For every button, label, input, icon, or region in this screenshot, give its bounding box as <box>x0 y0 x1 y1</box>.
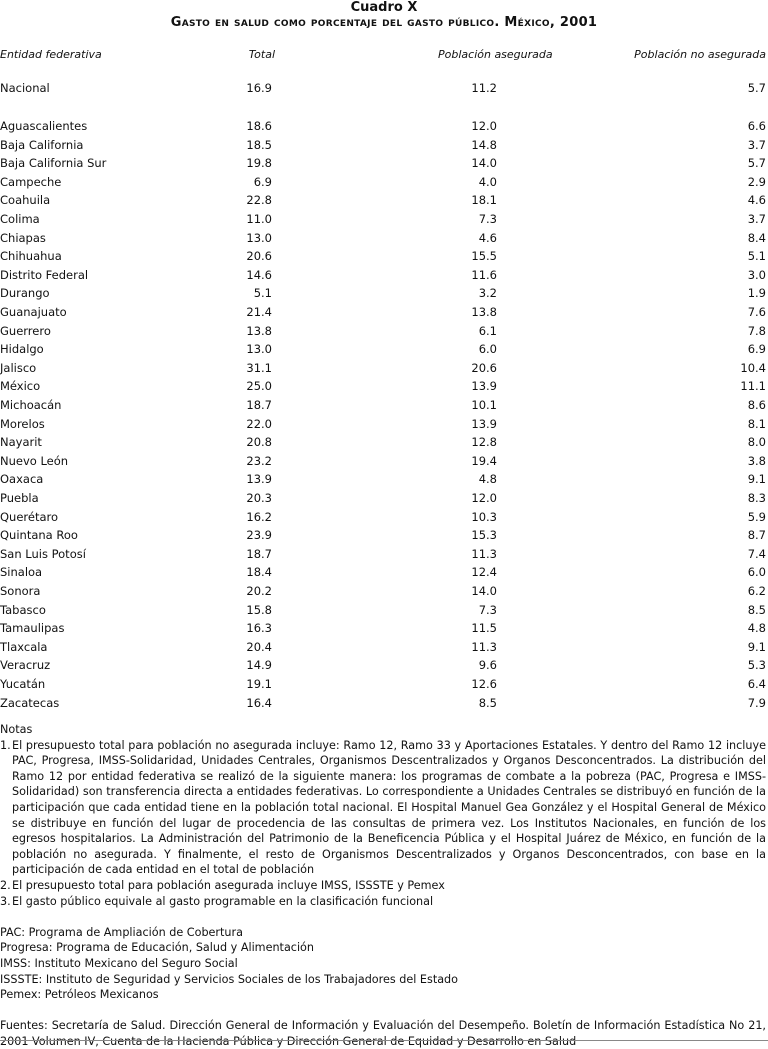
table-row <box>0 565 768 583</box>
total-value: 16.2 <box>246 509 272 524</box>
table-row <box>0 231 768 249</box>
table-row <box>0 398 768 416</box>
entity-name: Chihuahua <box>0 249 62 264</box>
no-asegurada-value: 6.0 <box>747 565 766 580</box>
no-asegurada-value: 7.6 <box>747 305 766 319</box>
table-row <box>0 454 768 472</box>
entity-name: Jalisco <box>0 360 37 375</box>
no-asegurada-value: 9.1 <box>747 472 766 487</box>
asegurada-value: 11.6 <box>471 267 497 282</box>
no-asegurada-value: 6.9 <box>747 342 766 357</box>
entity-name: Hidalgo <box>0 342 44 357</box>
total-value: 20.6 <box>246 249 272 264</box>
notes-section <box>0 722 766 1049</box>
asegurada-value: 12.8 <box>471 435 497 450</box>
total-value: 14.9 <box>246 658 272 673</box>
table-row <box>0 417 768 435</box>
asegurada-value: 13.9 <box>471 416 497 431</box>
table-row <box>0 138 768 156</box>
entity-name: Aguascalientes <box>0 119 88 133</box>
entity-name: Baja California Sur <box>0 156 107 171</box>
total-value: 11.0 <box>246 212 272 226</box>
entity-name: Sonora <box>0 584 41 598</box>
asegurada-value: 10.3 <box>471 509 497 524</box>
total-value: 13.0 <box>246 230 272 245</box>
no-asegurada-value: 7.8 <box>747 323 766 338</box>
note-text: El presupuesto total para población asegurada incluye IMSS, ISSSTE y Pemex <box>12 878 445 892</box>
entity-name: San Luis Potosí <box>0 546 86 561</box>
asegurada-value: 14.0 <box>471 584 497 598</box>
column-header-asegurada: Población asegurada <box>438 48 553 61</box>
total-value: 23.9 <box>246 528 272 543</box>
abbreviation: PAC: Programa de Ampliación de Cobertura <box>0 925 243 939</box>
note-number: 1. <box>0 738 11 752</box>
asegurada-value: 8.5 <box>478 695 497 710</box>
asegurada-value: 12.6 <box>471 677 497 691</box>
total-value: 25.0 <box>246 379 272 394</box>
table-row <box>0 212 768 230</box>
no-asegurada-value: 3.8 <box>747 453 766 468</box>
table-subtitle: Gasto en salud como porcentaje del gasto público. México, 2001 <box>170 15 598 30</box>
entity-name: Yucatán <box>0 677 46 691</box>
table-row <box>0 658 768 676</box>
asegurada-value: 4.6 <box>478 230 497 245</box>
table-row <box>0 510 768 528</box>
table-row <box>0 472 768 490</box>
sources: Fuentes: Secretaría de Salud. Dirección General de Información y Evaluación del Desempeño. Boletín de Información Estadística No 21, 2001 Volumen IV, Cuenta de la Hacienda Pública y Dirección General de Equidad y Desarrollo en Salud <box>0 1019 766 1048</box>
table-row <box>0 379 768 397</box>
asegurada-value: 15.5 <box>471 249 497 264</box>
table-row <box>0 677 768 695</box>
entity-name: Campeche <box>0 174 62 189</box>
table-row <box>0 491 768 509</box>
total-value: 18.4 <box>246 565 272 580</box>
table-row <box>0 268 768 286</box>
no-asegurada-value: 5.9 <box>747 509 766 524</box>
no-asegurada-value: 10.4 <box>740 360 766 375</box>
no-asegurada-value: 8.7 <box>747 528 766 543</box>
total-value: 14.6 <box>246 267 272 282</box>
no-asegurada-value: 8.4 <box>747 230 766 245</box>
total-value: 18.5 <box>246 137 272 152</box>
entity-name: Nayarit <box>0 435 42 450</box>
asegurada-value: 11.3 <box>471 639 497 654</box>
table-row-nacional <box>0 81 768 99</box>
asegurada-value: 19.4 <box>471 453 497 468</box>
entity-name: Querétaro <box>0 509 59 524</box>
note-number: 2. <box>0 878 11 892</box>
total-value: 19.1 <box>246 677 272 691</box>
asegurada-value: 14.0 <box>471 156 497 171</box>
asegurada-value: 7.3 <box>478 212 497 226</box>
total-value: 16.4 <box>246 695 272 710</box>
table-row <box>0 324 768 342</box>
column-header-total: Total <box>248 48 275 61</box>
abbreviation: Progresa: Programa de Educación, Salud y Alimentación <box>0 941 314 955</box>
table-row <box>0 547 768 565</box>
asegurada-value: 11.5 <box>471 621 497 636</box>
asegurada-value: 13.8 <box>471 305 497 319</box>
table-row <box>0 119 768 137</box>
abbreviation: Pemex: Petróleos Mexicanos <box>0 988 159 1002</box>
asegurada-value: 4.0 <box>478 174 497 189</box>
total-value: 5.1 <box>253 286 272 301</box>
entity-name: Zacatecas <box>0 695 60 710</box>
total-value: 15.8 <box>246 602 272 617</box>
entity-name: Quintana Roo <box>0 528 78 543</box>
no-asegurada-value: 8.5 <box>747 602 766 617</box>
asegurada-value: 11.2 <box>471 81 497 95</box>
total-value: 20.3 <box>246 491 272 505</box>
asegurada-value: 6.1 <box>478 323 497 338</box>
total-value: 23.2 <box>246 453 272 468</box>
note-item <box>0 894 766 910</box>
total-value: 20.2 <box>246 584 272 598</box>
entity-name: Puebla <box>0 491 39 505</box>
note-item <box>0 878 766 894</box>
table-row <box>0 175 768 193</box>
total-value: 31.1 <box>246 360 272 375</box>
no-asegurada-value: 2.9 <box>747 174 766 189</box>
no-asegurada-value: 1.9 <box>747 286 766 301</box>
no-asegurada-value: 6.2 <box>747 584 766 598</box>
entity-name: Tabasco <box>0 602 46 617</box>
asegurada-value: 4.8 <box>478 472 497 487</box>
no-asegurada-value: 6.4 <box>747 677 766 691</box>
total-value: 13.9 <box>246 472 272 487</box>
note-text: El gasto público equivale al gasto programable en la clasificación funcional <box>12 894 434 908</box>
table-row <box>0 435 768 453</box>
total-value: 21.4 <box>246 305 272 319</box>
no-asegurada-value: 11.1 <box>740 379 766 394</box>
table-row <box>0 249 768 267</box>
asegurada-value: 6.0 <box>478 342 497 357</box>
notes-heading: Notas <box>0 723 33 736</box>
entity-name: Durango <box>0 286 50 301</box>
no-asegurada-value: 4.8 <box>747 621 766 636</box>
asegurada-value: 9.6 <box>478 658 497 673</box>
asegurada-value: 11.3 <box>471 546 497 561</box>
no-asegurada-value: 5.3 <box>747 658 766 673</box>
table-row <box>0 603 768 621</box>
asegurada-value: 15.3 <box>471 528 497 543</box>
table-row <box>0 640 768 658</box>
no-asegurada-value: 5.7 <box>747 81 766 95</box>
total-value: 18.6 <box>246 119 272 133</box>
asegurada-value: 7.3 <box>478 602 497 617</box>
entity-name: Oaxaca <box>0 472 44 487</box>
total-value: 22.8 <box>246 193 272 208</box>
table-row <box>0 528 768 546</box>
asegurada-value: 14.8 <box>471 137 497 152</box>
asegurada-value: 3.2 <box>478 286 497 301</box>
abbreviation: IMSS: Instituto Mexicano del Seguro Social <box>0 956 238 970</box>
entity-name: Nacional <box>0 81 50 95</box>
entity-name: Chiapas <box>0 230 46 245</box>
no-asegurada-value: 7.9 <box>747 695 766 710</box>
column-header-no-asegurada: Población no asegurada <box>634 48 766 61</box>
no-asegurada-value: 5.7 <box>747 156 766 171</box>
total-value: 13.8 <box>246 323 272 338</box>
asegurada-value: 12.0 <box>471 119 497 133</box>
no-asegurada-value: 8.1 <box>747 416 766 431</box>
entity-name: Sinaloa <box>0 565 43 580</box>
no-asegurada-value: 3.7 <box>747 212 766 226</box>
entity-name: Guanajuato <box>0 305 67 319</box>
asegurada-value: 12.0 <box>471 491 497 505</box>
total-value: 20.4 <box>246 639 272 654</box>
table-row <box>0 621 768 639</box>
table-row <box>0 361 768 379</box>
table-row <box>0 696 768 714</box>
total-value: 18.7 <box>246 398 272 412</box>
asegurada-value: 12.4 <box>471 565 497 580</box>
table-row <box>0 342 768 360</box>
bottom-rule <box>0 1040 768 1041</box>
abbreviation: ISSSTE: Instituto de Seguridad y Servicios Sociales de los Trabajadores del Estado <box>0 972 459 986</box>
asegurada-value: 13.9 <box>471 379 497 394</box>
table-title: Cuadro X <box>350 0 418 15</box>
entity-name: Distrito Federal <box>0 267 89 282</box>
no-asegurada-value: 4.6 <box>747 193 766 208</box>
entity-name: Morelos <box>0 416 45 431</box>
no-asegurada-value: 7.4 <box>747 546 766 561</box>
asegurada-value: 20.6 <box>471 360 497 375</box>
total-value: 16.9 <box>246 81 272 95</box>
entity-name: Baja California <box>0 137 84 152</box>
no-asegurada-value: 8.3 <box>747 491 766 505</box>
no-asegurada-value: 5.1 <box>747 249 766 264</box>
table-row <box>0 305 768 323</box>
total-value: 22.0 <box>246 416 272 431</box>
table-row <box>0 193 768 211</box>
entity-name: Tamaulipas <box>0 621 65 636</box>
asegurada-value: 18.1 <box>471 193 497 208</box>
table-row <box>0 286 768 304</box>
entity-name: Nuevo León <box>0 453 69 468</box>
entity-name: Tlaxcala <box>0 639 48 654</box>
total-value: 16.3 <box>246 621 272 636</box>
no-asegurada-value: 8.0 <box>747 435 766 450</box>
total-value: 20.8 <box>246 435 272 450</box>
no-asegurada-value: 3.0 <box>747 267 766 282</box>
no-asegurada-value: 8.6 <box>747 398 766 412</box>
entity-name: Veracruz <box>0 658 51 673</box>
total-value: 13.0 <box>246 342 272 357</box>
note-text: El presupuesto total para población no asegurada incluye: Ramo 12, Ramo 33 y Aportaciones Estatales. Y dentro del Ramo 12 incluye PAC, Progresa, IMSS-Solidaridad, Unidades Centrales, Organismos Descentralizados y Organos Desconcentrados. La distribución del Ramo 12 por entidad federativa se realizó de la siguiente manera: los programas de combate a la pobreza (PAC, Progresa e IMSS-Solidaridad) son transferencia directa a entidades federativas. Lo correspondiente a Unidades Centrales se distribuyó en función de la participación que cada entidad tiene en la población total nacional. El Hospital Manuel Gea González y el Hospital General de México se distribuye en función del lugar de procedencia de las consultas de primera vez. Los Institutos Nacionales, en función de los egresos hospitalarios. La Administración del Patrimonio de la Beneficencia Pública y el Hospital Juárez de México, en función de la población no asegurada. Y finalmente, el resto de Organismos Descentralizados y Organos Desconcentrados, con base en la participación de cada entidad en el total de población <box>12 738 766 877</box>
entity-name: México <box>0 379 41 394</box>
total-value: 6.9 <box>253 174 272 189</box>
entity-name: Guerrero <box>0 323 51 338</box>
total-value: 18.7 <box>246 546 272 561</box>
no-asegurada-value: 9.1 <box>747 639 766 654</box>
asegurada-value: 10.1 <box>471 398 497 412</box>
table-row <box>0 156 768 174</box>
entity-name: Michoacán <box>0 398 62 412</box>
entity-name: Colima <box>0 212 40 226</box>
column-header-entidad: Entidad federativa <box>0 48 102 61</box>
no-asegurada-value: 3.7 <box>747 137 766 152</box>
table-row <box>0 584 768 602</box>
no-asegurada-value: 6.6 <box>747 119 766 133</box>
total-value: 19.8 <box>246 156 272 171</box>
entity-name: Coahuila <box>0 193 51 208</box>
note-number: 3. <box>0 894 11 908</box>
note-item <box>0 738 766 878</box>
